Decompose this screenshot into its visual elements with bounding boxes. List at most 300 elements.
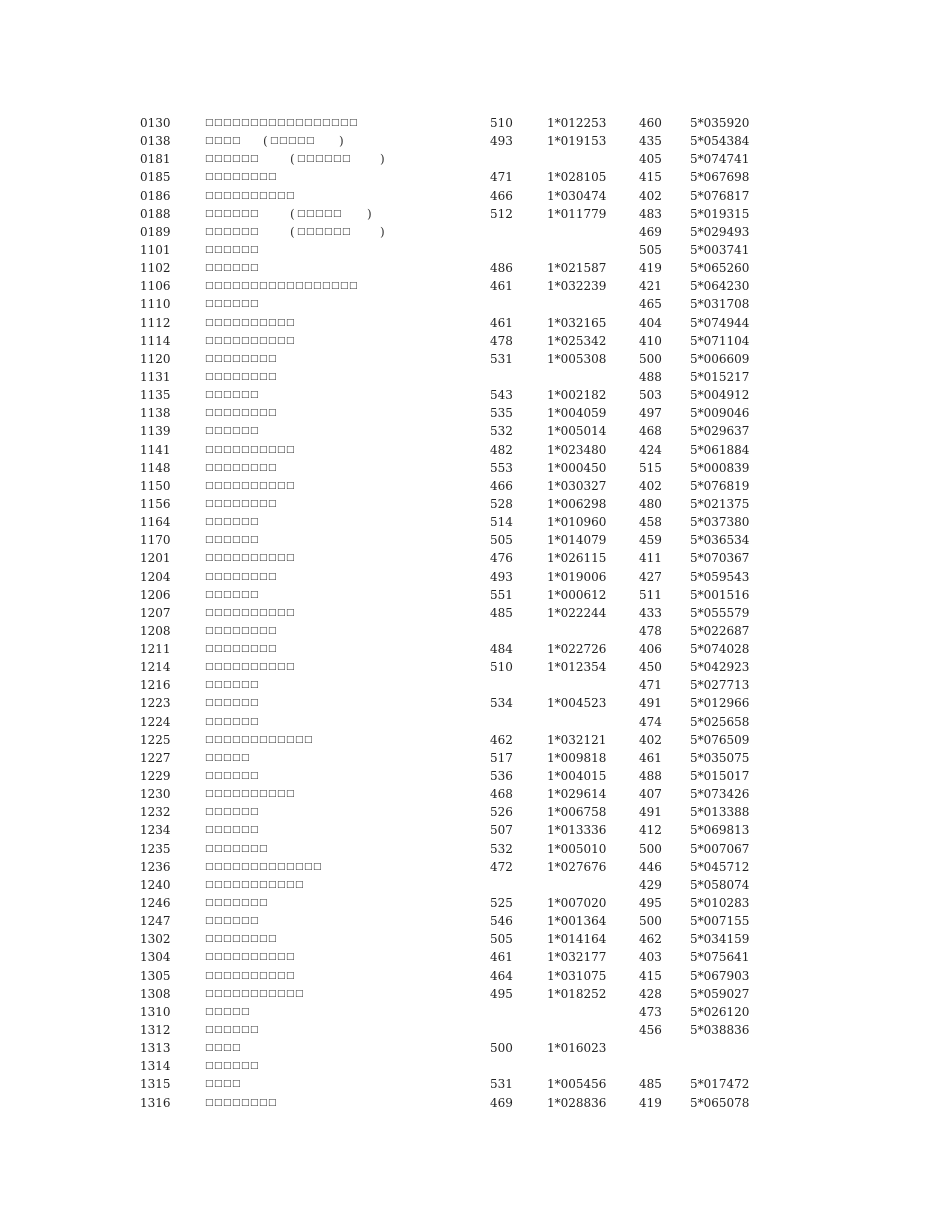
row-code: 1305 bbox=[140, 968, 171, 983]
row-value-5: 407 bbox=[639, 787, 662, 802]
row-code: 1101 bbox=[140, 242, 171, 257]
table-row bbox=[0, 948, 950, 966]
row-value-1: 493 bbox=[490, 134, 513, 149]
row-ratio-1: 1*025342 bbox=[547, 333, 607, 348]
row-value-1: 482 bbox=[490, 442, 513, 457]
row-name: □□□□□□ bbox=[205, 807, 260, 818]
row-value-5: 505 bbox=[639, 242, 662, 257]
row-value-1: 531 bbox=[490, 1077, 513, 1092]
row-ratio-5: 5*037380 bbox=[690, 515, 750, 530]
row-value-5: 491 bbox=[639, 805, 662, 820]
table-row bbox=[0, 422, 950, 440]
row-code: 1148 bbox=[140, 460, 171, 475]
row-ratio-1: 1*013336 bbox=[547, 823, 607, 838]
row-ratio-5: 5*015217 bbox=[690, 369, 750, 384]
row-ratio-5: 5*042923 bbox=[690, 660, 750, 675]
row-ratio-1: 1*018252 bbox=[547, 986, 607, 1001]
row-name: □□□□□□□□□□□ bbox=[205, 879, 305, 890]
row-value-1: 493 bbox=[490, 569, 513, 584]
row-code: 1135 bbox=[140, 388, 171, 403]
row-value-5: 500 bbox=[639, 351, 662, 366]
row-ratio-5: 5*015017 bbox=[690, 769, 750, 784]
row-value-5: 469 bbox=[639, 224, 662, 239]
row-name: □□□□ bbox=[205, 1079, 242, 1090]
row-ratio-5: 5*064230 bbox=[690, 279, 750, 294]
row-name: □□□□□□□□ bbox=[205, 1097, 278, 1108]
row-name: □□□□□□□□□□ bbox=[205, 789, 296, 800]
row-ratio-1: 1*005014 bbox=[547, 424, 607, 439]
row-ratio-5: 5*026120 bbox=[690, 1004, 750, 1019]
row-value-5: 402 bbox=[639, 478, 662, 493]
row-ratio-5: 5*029637 bbox=[690, 424, 750, 439]
row-name: □□□□□□ bbox=[205, 716, 260, 727]
row-ratio-5: 5*006609 bbox=[690, 351, 750, 366]
table-row bbox=[0, 1057, 950, 1075]
row-ratio-1: 1*023480 bbox=[547, 442, 607, 457]
row-code: 1207 bbox=[140, 605, 171, 620]
row-ratio-1: 1*022726 bbox=[547, 642, 607, 657]
row-value-1: 466 bbox=[490, 478, 513, 493]
table-row bbox=[0, 314, 950, 332]
row-ratio-1: 1*032165 bbox=[547, 315, 607, 330]
row-ratio-5: 5*001516 bbox=[690, 587, 750, 602]
row-name: □□□□□□□ bbox=[205, 843, 269, 854]
row-value-5: 427 bbox=[639, 569, 662, 584]
row-ratio-5: 5*029493 bbox=[690, 224, 750, 239]
row-code: 1224 bbox=[140, 714, 171, 729]
row-code: 1208 bbox=[140, 623, 171, 638]
table-row bbox=[0, 168, 950, 186]
row-code: 1314 bbox=[140, 1059, 171, 1074]
row-value-5: 412 bbox=[639, 823, 662, 838]
table-row bbox=[0, 894, 950, 912]
table-row bbox=[0, 1021, 950, 1039]
row-ratio-5: 5*017472 bbox=[690, 1077, 750, 1092]
row-ratio-5: 5*069813 bbox=[690, 823, 750, 838]
row-ratio-5: 5*036534 bbox=[690, 533, 750, 548]
table-row bbox=[0, 803, 950, 821]
row-value-1: 534 bbox=[490, 696, 513, 711]
row-name: □□□□□□□□□□ bbox=[205, 480, 296, 491]
row-value-5: 459 bbox=[639, 533, 662, 548]
table-row bbox=[0, 713, 950, 731]
row-value-5: 465 bbox=[639, 297, 662, 312]
row-ratio-1: 1*005010 bbox=[547, 841, 607, 856]
row-ratio-5: 5*076509 bbox=[690, 732, 750, 747]
row-code: 1204 bbox=[140, 569, 171, 584]
paren-close: ) bbox=[367, 206, 372, 221]
row-value-5: 511 bbox=[639, 587, 662, 602]
table-row bbox=[0, 622, 950, 640]
paren-open: ( bbox=[263, 134, 268, 149]
row-ratio-1: 1*000612 bbox=[547, 587, 607, 602]
row-value-1: 532 bbox=[490, 841, 513, 856]
row-value-5: 450 bbox=[639, 660, 662, 675]
table-row bbox=[0, 477, 950, 495]
row-code: 1156 bbox=[140, 496, 171, 511]
row-ratio-5: 5*035920 bbox=[690, 116, 750, 130]
row-value-5: 500 bbox=[639, 841, 662, 856]
row-value-5: 403 bbox=[639, 950, 662, 965]
table-row bbox=[0, 930, 950, 948]
table-row bbox=[0, 586, 950, 604]
row-code: 1141 bbox=[140, 442, 171, 457]
table-row bbox=[0, 912, 950, 930]
row-ratio-1: 1*000450 bbox=[547, 460, 607, 475]
row-name: □□□□□□ bbox=[205, 1061, 260, 1072]
row-code: 1247 bbox=[140, 914, 171, 929]
row-value-5: 488 bbox=[639, 369, 662, 384]
table-row bbox=[0, 114, 950, 132]
row-ratio-5: 5*035075 bbox=[690, 750, 750, 765]
table-row bbox=[0, 350, 950, 368]
row-ratio-5: 5*025658 bbox=[690, 714, 750, 729]
row-ratio-1: 1*005456 bbox=[547, 1077, 607, 1092]
row-name: □□□□□□□□□□□□□ bbox=[205, 861, 323, 872]
row-name: □□□□ bbox=[205, 136, 242, 147]
row-value-1: 461 bbox=[490, 950, 513, 965]
row-value-5: 419 bbox=[639, 261, 662, 276]
row-value-1: 543 bbox=[490, 388, 513, 403]
row-ratio-5: 5*075641 bbox=[690, 950, 750, 965]
row-name: □□□□□□□□ bbox=[205, 498, 278, 509]
row-value-5: 446 bbox=[639, 859, 662, 874]
row-value-5: 473 bbox=[639, 1004, 662, 1019]
row-value-5: 461 bbox=[639, 750, 662, 765]
row-value-5: 491 bbox=[639, 696, 662, 711]
row-ratio-1: 1*014079 bbox=[547, 533, 607, 548]
row-code: 1312 bbox=[140, 1023, 171, 1037]
row-name: □□□□ bbox=[205, 1043, 242, 1054]
row-ratio-5: 5*000839 bbox=[690, 460, 750, 475]
row-name: □□□□□□□□ bbox=[205, 371, 278, 382]
table-row bbox=[0, 205, 950, 223]
row-name: □□□□□□□□ bbox=[205, 644, 278, 655]
row-value-5: 402 bbox=[639, 188, 662, 203]
row-ratio-5: 5*065078 bbox=[690, 1095, 750, 1110]
table-row bbox=[0, 858, 950, 876]
row-code: 1131 bbox=[140, 369, 171, 384]
row-ratio-5: 5*058074 bbox=[690, 877, 750, 892]
row-ratio-5: 5*007067 bbox=[690, 841, 750, 856]
row-value-5: 433 bbox=[639, 605, 662, 620]
row-code: 1150 bbox=[140, 478, 171, 493]
row-ratio-1: 1*030327 bbox=[547, 478, 607, 493]
row-name: □□□□□ bbox=[205, 752, 251, 763]
row-code: 1211 bbox=[140, 642, 171, 657]
row-value-1: 507 bbox=[490, 823, 513, 838]
row-code: 1316 bbox=[140, 1095, 171, 1110]
row-name: □□□□□□□□□□□□□□□□□ bbox=[205, 281, 359, 292]
table-row bbox=[0, 640, 950, 658]
row-name: □□□□□□ bbox=[205, 244, 260, 255]
table-row bbox=[0, 332, 950, 350]
row-ratio-5: 5*059027 bbox=[690, 986, 750, 1001]
row-code: 1139 bbox=[140, 424, 171, 439]
row-value-5: 497 bbox=[639, 406, 662, 421]
row-value-5: 402 bbox=[639, 732, 662, 747]
row-value-1: 514 bbox=[490, 515, 513, 530]
row-ratio-1: 1*002182 bbox=[547, 388, 607, 403]
row-code: 1313 bbox=[140, 1041, 171, 1056]
row-ratio-5: 5*045712 bbox=[690, 859, 750, 874]
row-value-5: 424 bbox=[639, 442, 662, 457]
row-code: 1229 bbox=[140, 769, 171, 784]
row-code: 1230 bbox=[140, 787, 171, 802]
row-ratio-1: 1*027676 bbox=[547, 859, 607, 874]
row-value-1: 485 bbox=[490, 605, 513, 620]
row-name: □□□□□□□□□□ bbox=[205, 952, 296, 963]
row-ratio-5: 5*076817 bbox=[690, 188, 750, 203]
table-row bbox=[0, 876, 950, 894]
row-ratio-1: 1*030474 bbox=[547, 188, 607, 203]
row-ratio-5: 5*021375 bbox=[690, 496, 750, 511]
row-value-1: 471 bbox=[490, 170, 513, 185]
row-value-1: 535 bbox=[490, 406, 513, 421]
row-ratio-5: 5*007155 bbox=[690, 914, 750, 929]
row-value-1: 462 bbox=[490, 732, 513, 747]
row-value-5: 483 bbox=[639, 206, 662, 221]
row-ratio-5: 5*059543 bbox=[690, 569, 750, 584]
row-value-5: 404 bbox=[639, 315, 662, 330]
row-ratio-5: 5*019315 bbox=[690, 206, 750, 221]
table-row bbox=[0, 731, 950, 749]
row-name: □□□□□□ bbox=[205, 226, 260, 237]
row-value-5: 485 bbox=[639, 1077, 662, 1092]
row-ratio-5: 5*076819 bbox=[690, 478, 750, 493]
row-code: 1114 bbox=[140, 333, 171, 348]
row-value-1: 546 bbox=[490, 914, 513, 929]
row-value-1: 461 bbox=[490, 279, 513, 294]
row-ratio-5: 5*074028 bbox=[690, 642, 750, 657]
row-name: □□□□□□□□□□ bbox=[205, 662, 296, 673]
row-ratio-1: 1*009818 bbox=[547, 750, 607, 765]
row-value-1: 553 bbox=[490, 460, 513, 475]
row-name: □□□□□□□□ bbox=[205, 934, 278, 945]
row-ratio-5: 5*004912 bbox=[690, 388, 750, 403]
row-ratio-1: 1*010960 bbox=[547, 515, 607, 530]
table-row bbox=[0, 404, 950, 422]
table-row bbox=[0, 749, 950, 767]
row-value-1: 478 bbox=[490, 333, 513, 348]
row-name: □□□□□□ bbox=[205, 208, 260, 219]
row-ratio-1: 1*028836 bbox=[547, 1095, 607, 1110]
table-row bbox=[0, 386, 950, 404]
row-ratio-1: 1*004059 bbox=[547, 406, 607, 421]
row-name: □□□□□□ bbox=[205, 154, 260, 165]
row-ratio-5: 5*034159 bbox=[690, 932, 750, 947]
table-row bbox=[0, 241, 950, 259]
row-code: 0130 bbox=[140, 116, 171, 130]
row-ratio-1: 1*016023 bbox=[547, 1041, 607, 1056]
row-ratio-5: 5*061884 bbox=[690, 442, 750, 457]
row-value-5: 488 bbox=[639, 769, 662, 784]
row-code: 1214 bbox=[140, 660, 171, 675]
row-code: 1106 bbox=[140, 279, 171, 294]
row-code: 1164 bbox=[140, 515, 171, 530]
row-ratio-1: 1*001364 bbox=[547, 914, 607, 929]
row-value-1: 525 bbox=[490, 896, 513, 911]
row-ratio-5: 5*012966 bbox=[690, 696, 750, 711]
row-value-5: 419 bbox=[639, 1095, 662, 1110]
row-name: □□□□□□□□□□ bbox=[205, 444, 296, 455]
paren-close: ) bbox=[339, 134, 344, 149]
row-code: 0185 bbox=[140, 170, 171, 185]
table-row bbox=[0, 967, 950, 985]
row-ratio-5: 5*055579 bbox=[690, 605, 750, 620]
row-name: □□□□□□□□□□ bbox=[205, 190, 296, 201]
row-ratio-5: 5*003741 bbox=[690, 242, 750, 257]
paren-open: ( bbox=[290, 224, 295, 239]
row-code: 1120 bbox=[140, 351, 171, 366]
table-row bbox=[0, 658, 950, 676]
row-ratio-1: 1*004015 bbox=[547, 769, 607, 784]
row-name: □□□□□□□□ bbox=[205, 571, 278, 582]
row-name: □□□□□□□□ bbox=[205, 408, 278, 419]
row-code: 1236 bbox=[140, 859, 171, 874]
row-value-5: 429 bbox=[639, 877, 662, 892]
row-name: □□□□□□ bbox=[205, 390, 260, 401]
row-code: 1246 bbox=[140, 896, 171, 911]
table-row bbox=[0, 441, 950, 459]
row-name: □□□□□□ bbox=[205, 535, 260, 546]
row-name: □□□□□ bbox=[205, 1006, 251, 1017]
row-name: □□□□□□□□□□ bbox=[205, 970, 296, 981]
row-value-5: 458 bbox=[639, 515, 662, 530]
row-ratio-5: 5*013388 bbox=[690, 805, 750, 820]
table-row bbox=[0, 604, 950, 622]
row-code: 1234 bbox=[140, 823, 171, 838]
table-row bbox=[0, 767, 950, 785]
row-value-1: 510 bbox=[490, 660, 513, 675]
row-value-5: 500 bbox=[639, 914, 662, 929]
row-code: 1102 bbox=[140, 261, 171, 276]
row-code: 1216 bbox=[140, 678, 171, 693]
row-ratio-5: 5*010283 bbox=[690, 896, 750, 911]
row-name: □□□□□□ bbox=[205, 589, 260, 600]
row-value-1: 531 bbox=[490, 351, 513, 366]
row-value-1: 512 bbox=[490, 206, 513, 221]
row-ratio-1: 1*031075 bbox=[547, 968, 607, 983]
table-row bbox=[0, 694, 950, 712]
row-code: 1304 bbox=[140, 950, 171, 965]
row-ratio-5: 5*074741 bbox=[690, 152, 750, 167]
table-row bbox=[0, 840, 950, 858]
row-name-note: □□□□□□ bbox=[297, 154, 352, 165]
row-value-5: 415 bbox=[639, 170, 662, 185]
row-value-1: 551 bbox=[490, 587, 513, 602]
row-name: □□□□□□□□ bbox=[205, 353, 278, 364]
row-name: □□□□□□ bbox=[205, 916, 260, 927]
row-name: □□□□□□ bbox=[205, 825, 260, 836]
row-code: 1206 bbox=[140, 587, 171, 602]
paren-open: ( bbox=[290, 152, 295, 167]
table-row bbox=[0, 1039, 950, 1057]
row-ratio-5: 5*027713 bbox=[690, 678, 750, 693]
table-row bbox=[0, 187, 950, 205]
table-row bbox=[0, 295, 950, 313]
row-ratio-1: 1*014164 bbox=[547, 932, 607, 947]
row-code: 1201 bbox=[140, 551, 171, 566]
row-ratio-5: 5*022687 bbox=[690, 623, 750, 638]
row-name-note: □□□□□ bbox=[297, 208, 343, 219]
row-ratio-5: 5*067903 bbox=[690, 968, 750, 983]
table-row bbox=[0, 277, 950, 295]
row-name: □□□□□□ bbox=[205, 1025, 260, 1035]
table-row bbox=[0, 495, 950, 513]
row-ratio-1: 1*007020 bbox=[547, 896, 607, 911]
row-value-5: 460 bbox=[639, 116, 662, 130]
row-ratio-5: 5*067698 bbox=[690, 170, 750, 185]
row-name: □□□□□□□□□□□□□□□□□ bbox=[205, 118, 359, 128]
row-value-5: 471 bbox=[639, 678, 662, 693]
row-code: 1308 bbox=[140, 986, 171, 1001]
row-name: □□□□□□□□ bbox=[205, 172, 278, 183]
row-ratio-1: 1*022244 bbox=[547, 605, 607, 620]
table-row bbox=[0, 568, 950, 586]
row-name: □□□□□□□□□□ bbox=[205, 607, 296, 618]
row-name-note: □□□□□ bbox=[270, 136, 316, 147]
row-ratio-5: 5*054384 bbox=[690, 134, 750, 149]
row-name: □□□□□□□□□□ bbox=[205, 553, 296, 564]
row-code: 0186 bbox=[140, 188, 171, 203]
row-value-5: 410 bbox=[639, 333, 662, 348]
row-name: □□□□□□□□ bbox=[205, 462, 278, 473]
row-code: 1170 bbox=[140, 533, 171, 548]
row-value-5: 456 bbox=[639, 1023, 662, 1037]
row-ratio-5: 5*073426 bbox=[690, 787, 750, 802]
table-row bbox=[0, 150, 950, 168]
row-name: □□□□□□ bbox=[205, 771, 260, 782]
row-name: □□□□□□□□□□ bbox=[205, 317, 296, 328]
row-name: □□□□□□ bbox=[205, 517, 260, 528]
row-ratio-1: 1*019153 bbox=[547, 134, 607, 149]
row-value-1: 464 bbox=[490, 968, 513, 983]
row-ratio-5: 5*070367 bbox=[690, 551, 750, 566]
row-code: 0181 bbox=[140, 152, 171, 167]
row-value-1: 486 bbox=[490, 261, 513, 276]
row-value-1: 517 bbox=[490, 750, 513, 765]
row-value-5: 462 bbox=[639, 932, 662, 947]
row-code: 1110 bbox=[140, 297, 171, 312]
row-value-1: 495 bbox=[490, 986, 513, 1001]
row-value-5: 421 bbox=[639, 279, 662, 294]
row-name: □□□□□□ bbox=[205, 263, 260, 274]
row-value-1: 461 bbox=[490, 315, 513, 330]
row-code: 1112 bbox=[140, 315, 171, 330]
table-row bbox=[0, 531, 950, 549]
row-ratio-1: 1*019006 bbox=[547, 569, 607, 584]
row-value-5: 474 bbox=[639, 714, 662, 729]
row-code: 1232 bbox=[140, 805, 171, 820]
row-code: 1315 bbox=[140, 1077, 171, 1092]
row-value-1: 526 bbox=[490, 805, 513, 820]
row-code: 1240 bbox=[140, 877, 171, 892]
paren-close: ) bbox=[380, 224, 385, 239]
row-value-5: 480 bbox=[639, 496, 662, 511]
row-ratio-5: 5*074944 bbox=[690, 315, 750, 330]
row-ratio-5: 5*065260 bbox=[690, 261, 750, 276]
row-value-1: 472 bbox=[490, 859, 513, 874]
row-value-5: 411 bbox=[639, 551, 662, 566]
row-value-5: 415 bbox=[639, 968, 662, 983]
row-value-5: 503 bbox=[639, 388, 662, 403]
table-row bbox=[0, 985, 950, 1003]
row-code: 0189 bbox=[140, 224, 171, 239]
row-ratio-1: 1*012354 bbox=[547, 660, 607, 675]
row-value-1: 476 bbox=[490, 551, 513, 566]
row-ratio-1: 1*032121 bbox=[547, 732, 607, 747]
